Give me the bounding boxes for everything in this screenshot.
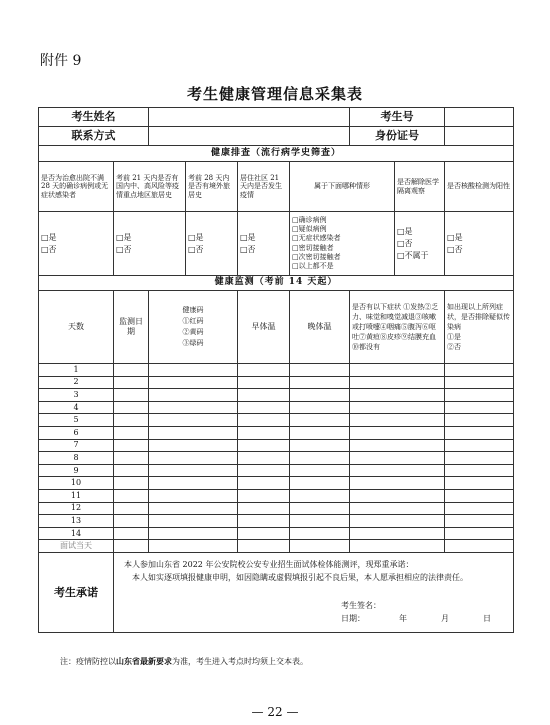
day-label: 4 <box>39 401 114 414</box>
monitoring-rows <box>39 364 514 553</box>
table-row <box>39 401 514 414</box>
date-cell[interactable] <box>114 527 149 540</box>
contact-field[interactable] <box>149 127 350 146</box>
health-code-red: ①红码 <box>182 316 204 325</box>
col-morning-temp: 早体温 <box>238 291 290 364</box>
table-row <box>39 502 514 515</box>
day-label: 13 <box>39 515 114 528</box>
q5-option-confirmed[interactable]: □确诊病例 <box>292 216 327 225</box>
suspect-question: 如出现以上所列症状，是否排除疑似传染病 <box>447 302 511 331</box>
suspect-no: ②否 <box>447 343 462 352</box>
q2-answer[interactable] <box>114 212 186 276</box>
day-label: 3 <box>39 389 114 402</box>
health-code-cell[interactable] <box>149 364 238 377</box>
symptoms-cell[interactable] <box>350 489 445 502</box>
footnote-emphasis: 山东省最新要求 <box>116 656 172 666</box>
morning-temp-cell[interactable] <box>238 414 290 427</box>
table-row <box>39 364 514 377</box>
footnote <box>60 656 308 667</box>
q5-option-none[interactable]: □以上都不是 <box>292 261 334 270</box>
col-date: 监测日期 <box>114 291 149 364</box>
q3-answer[interactable] <box>186 212 238 276</box>
form-title: 考生健康管理信息采集表 <box>186 85 363 103</box>
exam-number-field[interactable] <box>445 108 514 127</box>
morning-temp-cell[interactable] <box>238 426 290 439</box>
date-cell[interactable] <box>114 364 149 377</box>
suspect-cell[interactable] <box>445 364 514 377</box>
contact-label: 联系方式 <box>39 127 149 146</box>
day-label: 14 <box>39 527 114 540</box>
date-cell[interactable] <box>114 464 149 477</box>
screening-q2: 考前 21 天内是否有国内中、高风险等疫情重点地区旅居史 <box>114 162 186 212</box>
morning-temp-cell[interactable] <box>238 376 290 389</box>
pledge-line-2: 本人如实逐项填报健康申明，如因隐瞒或虚假填报引起不良后果，本人愿承担相应的法律责任。 <box>132 572 468 582</box>
table-row <box>39 464 514 477</box>
suspect-cell[interactable] <box>445 489 514 502</box>
suspect-cell[interactable] <box>445 527 514 540</box>
evening-temp-cell[interactable] <box>290 426 350 439</box>
day-label: 1 <box>39 364 114 377</box>
day-label: 6 <box>39 426 114 439</box>
morning-temp-cell[interactable] <box>238 439 290 452</box>
q1-no-checkbox[interactable]: □否 <box>41 244 57 254</box>
col-days: 天数 <box>39 291 114 364</box>
screening-q5: 属于下面哪种情形 <box>290 162 395 212</box>
date-cell[interactable] <box>114 401 149 414</box>
evening-temp-cell[interactable] <box>290 389 350 402</box>
evening-temp-cell[interactable] <box>290 489 350 502</box>
symptoms-cell[interactable] <box>350 477 445 490</box>
day-label: 9 <box>39 464 114 477</box>
health-info-form <box>38 107 514 633</box>
screening-q7: 是否核酸检测为阳性 <box>445 162 514 212</box>
health-code-cell[interactable] <box>149 439 238 452</box>
evening-temp-cell[interactable] <box>290 464 350 477</box>
pledge-line-1: 本人参加山东省 2022 年公安院校公安专业招生面试体检体能测评，现郑重承诺： <box>124 559 414 569</box>
table-row <box>39 540 514 553</box>
health-code-cell[interactable] <box>149 502 238 515</box>
monitoring-header: 健康监测（考前 14 天起） <box>39 276 514 291</box>
symptoms-cell[interactable] <box>350 401 445 414</box>
name-field[interactable] <box>149 108 350 127</box>
table-row <box>39 452 514 465</box>
q3-yes-checkbox[interactable]: □是 <box>188 232 204 242</box>
signature-line <box>116 600 511 613</box>
day-label: 11 <box>39 489 114 502</box>
q5-option-asymptomatic[interactable]: □无症状感染者 <box>292 234 341 243</box>
footnote-prefix: 注：疫情防控以 <box>60 657 116 666</box>
q6-na-checkbox[interactable]: □不属于 <box>397 250 429 260</box>
date-cell[interactable] <box>114 414 149 427</box>
day-label: 2 <box>39 376 114 389</box>
evening-temp-cell[interactable] <box>290 527 350 540</box>
morning-temp-cell[interactable] <box>238 477 290 490</box>
symptoms-cell[interactable] <box>350 439 445 452</box>
table-row <box>39 515 514 528</box>
q5-answer[interactable] <box>290 212 395 276</box>
day-label: 8 <box>39 452 114 465</box>
health-code-cell[interactable] <box>149 376 238 389</box>
symptoms-cell[interactable] <box>350 389 445 402</box>
health-code-yellow: ②黄码 <box>182 328 204 336</box>
screening-q1: 是否为治愈出院不满 28 天的确诊病例或无症状感染者 <box>39 162 114 212</box>
q5-option-suspected[interactable]: □疑似病例 <box>292 225 327 234</box>
health-code-cell[interactable] <box>149 527 238 540</box>
q3-no-checkbox[interactable]: □否 <box>188 244 204 254</box>
suspect-cell[interactable] <box>445 389 514 402</box>
day-label: 12 <box>39 502 114 515</box>
symptoms-cell[interactable] <box>350 376 445 389</box>
suspect-cell[interactable] <box>445 502 514 515</box>
symptoms-cell[interactable] <box>350 527 445 540</box>
q6-no-checkbox[interactable]: □否 <box>397 238 413 248</box>
evening-temp-cell[interactable] <box>290 414 350 427</box>
evening-temp-cell[interactable] <box>290 502 350 515</box>
morning-temp-cell[interactable] <box>238 502 290 515</box>
health-code-cell[interactable] <box>149 489 238 502</box>
date-cell[interactable] <box>114 389 149 402</box>
attachment-label: 附件 9 <box>40 53 82 69</box>
evening-temp-cell[interactable] <box>290 515 350 528</box>
q4-answer[interactable] <box>238 212 290 276</box>
morning-temp-cell[interactable] <box>238 527 290 540</box>
symptoms-cell[interactable] <box>350 515 445 528</box>
day-label: 5 <box>39 414 114 427</box>
morning-temp-cell[interactable] <box>238 401 290 414</box>
suspect-cell[interactable] <box>445 376 514 389</box>
col-suspect <box>445 291 514 364</box>
q1-yes-checkbox[interactable]: □是 <box>41 232 57 242</box>
q5-option-secondary-contact[interactable]: □次密切接触者 <box>292 252 341 261</box>
table-row <box>39 439 514 452</box>
date-cell[interactable] <box>114 426 149 439</box>
morning-temp-cell[interactable] <box>238 515 290 528</box>
q6-yes-checkbox[interactable]: □是 <box>397 226 413 236</box>
morning-temp-cell[interactable] <box>238 464 290 477</box>
signature-label: 考生签名： <box>341 601 381 611</box>
health-code-title: 健康码 <box>182 305 204 314</box>
symptoms-cell[interactable] <box>350 414 445 427</box>
evening-temp-cell[interactable] <box>290 439 350 452</box>
suspect-cell[interactable] <box>445 452 514 465</box>
pledge-label: 考生承诺 <box>39 552 114 632</box>
date-cell[interactable] <box>114 477 149 490</box>
symptoms-cell[interactable] <box>350 464 445 477</box>
date-line <box>116 613 511 626</box>
pledge-text <box>114 552 514 632</box>
symptoms-cell[interactable] <box>350 452 445 465</box>
q4-no-checkbox[interactable]: □否 <box>240 244 256 254</box>
table-row <box>39 527 514 540</box>
health-code-cell[interactable] <box>149 401 238 414</box>
date-cell[interactable] <box>114 489 149 502</box>
date-cell[interactable] <box>114 376 149 389</box>
health-code-cell[interactable] <box>149 452 238 465</box>
exam-number-label: 考生号 <box>350 108 445 127</box>
q7-no-checkbox[interactable]: □否 <box>447 244 463 254</box>
suspect-cell[interactable] <box>445 426 514 439</box>
q6-answer[interactable] <box>395 212 445 276</box>
suspect-yes: ①是 <box>447 333 462 342</box>
health-code-green: ③绿码 <box>182 339 204 348</box>
q5-option-close-contact[interactable]: □密切接触者 <box>292 243 334 252</box>
q2-no-checkbox[interactable]: □否 <box>116 244 132 254</box>
day-label: 10 <box>39 477 114 490</box>
evening-temp-cell[interactable] <box>290 364 350 377</box>
q7-yes-checkbox[interactable]: □是 <box>447 232 463 242</box>
symptoms-cell[interactable] <box>350 502 445 515</box>
date-cell[interactable] <box>114 439 149 452</box>
footnote-suffix: 为准，考生进入考点时均须上交本表。 <box>172 657 308 666</box>
date-cell[interactable] <box>114 540 149 553</box>
day-label: 7 <box>39 439 114 452</box>
suspect-cell[interactable] <box>445 464 514 477</box>
health-code-cell[interactable] <box>149 464 238 477</box>
health-code-cell[interactable] <box>149 426 238 439</box>
q1-answer[interactable] <box>39 212 114 276</box>
morning-temp-cell[interactable] <box>238 364 290 377</box>
table-row <box>39 489 514 502</box>
evening-temp-cell[interactable] <box>290 477 350 490</box>
symptoms-cell[interactable] <box>350 364 445 377</box>
health-code-cell[interactable] <box>149 414 238 427</box>
q4-yes-checkbox[interactable]: □是 <box>240 232 256 242</box>
col-evening-temp: 晚体温 <box>290 291 350 364</box>
col-health-code <box>149 291 238 364</box>
id-number-field[interactable] <box>445 127 514 146</box>
health-code-cell[interactable] <box>149 540 238 553</box>
q7-answer[interactable] <box>445 212 514 276</box>
suspect-cell[interactable] <box>445 439 514 452</box>
name-label: 考生姓名 <box>39 108 149 127</box>
date-cell[interactable] <box>114 502 149 515</box>
evening-temp-cell[interactable] <box>290 401 350 414</box>
table-row <box>39 376 514 389</box>
col-symptoms: 是否有以下症状 ①发热②乏力、味觉和嗅觉减退③咳嗽或打喷嚏④咽痛⑤腹泻⑥呕吐⑦黄疸⑧皮疹⑨结膜充血 ⑩都没有 <box>350 291 445 364</box>
date-cell[interactable] <box>114 515 149 528</box>
screening-q4: 居住社区 21 天内是否发生疫情 <box>238 162 290 212</box>
suspect-cell[interactable] <box>445 477 514 490</box>
q2-yes-checkbox[interactable]: □是 <box>116 232 132 242</box>
date-month: 月 <box>441 614 449 624</box>
morning-temp-cell[interactable] <box>238 489 290 502</box>
screening-q3: 考前 28 天内是否有境外旅居史 <box>186 162 238 212</box>
screening-header: 健康排查（流行病学史筛查） <box>39 146 514 162</box>
evening-temp-cell[interactable] <box>290 452 350 465</box>
suspect-cell[interactable] <box>445 414 514 427</box>
health-code-cell[interactable] <box>149 477 238 490</box>
evening-temp-cell[interactable] <box>290 540 350 553</box>
health-code-cell[interactable] <box>149 389 238 402</box>
symptoms-cell[interactable] <box>350 540 445 553</box>
table-row <box>39 389 514 402</box>
date-label: 日期： <box>341 614 365 624</box>
page-number: — 22 — <box>251 705 299 719</box>
suspect-cell[interactable] <box>445 515 514 528</box>
day-label: 面试当天 <box>39 540 114 553</box>
date-year: 年 <box>399 614 407 624</box>
screening-q6: 是否解除医学隔离观察 <box>395 162 445 212</box>
morning-temp-cell[interactable] <box>238 540 290 553</box>
evening-temp-cell[interactable] <box>290 376 350 389</box>
table-row <box>39 426 514 439</box>
table-row <box>39 477 514 490</box>
symptoms-cell[interactable] <box>350 426 445 439</box>
date-cell[interactable] <box>114 452 149 465</box>
table-row <box>39 414 514 427</box>
health-code-cell[interactable] <box>149 515 238 528</box>
suspect-cell[interactable] <box>445 401 514 414</box>
id-number-label: 身份证号 <box>350 127 445 146</box>
date-day: 日 <box>483 614 491 624</box>
morning-temp-cell[interactable] <box>238 389 290 402</box>
suspect-cell[interactable] <box>445 540 514 553</box>
morning-temp-cell[interactable] <box>238 452 290 465</box>
